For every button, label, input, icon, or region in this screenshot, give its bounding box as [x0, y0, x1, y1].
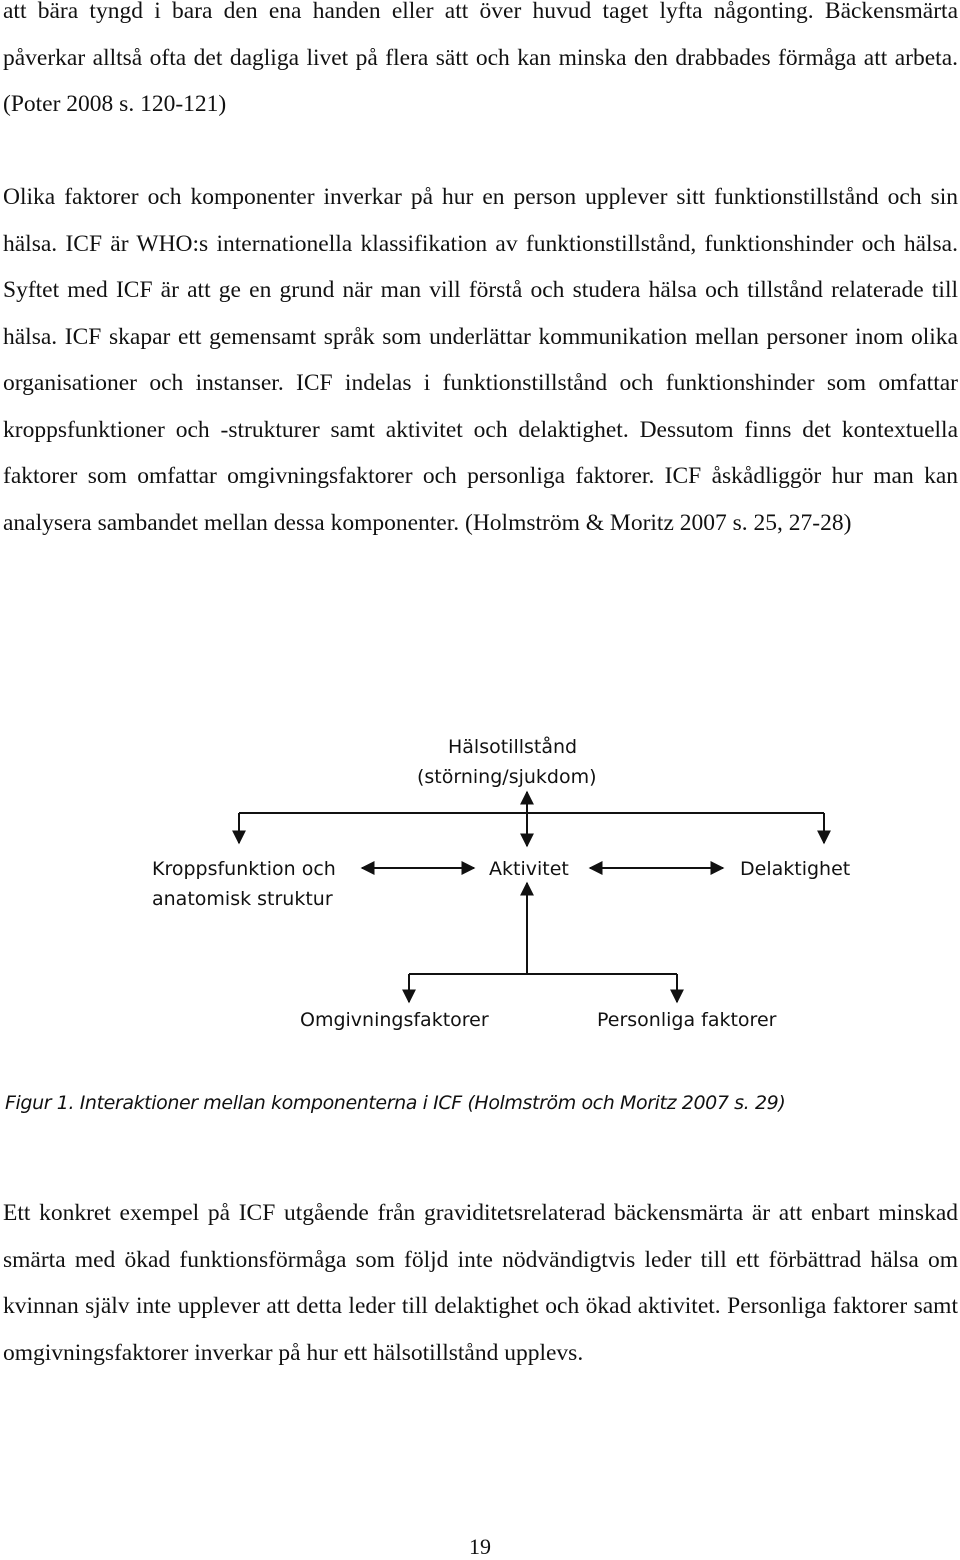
- paragraph-intro: att bära tyngd i bara den ena handen eller att över huvud taget lyfta någonting. Bäckensmärta påverkar alltså ofta det dagliga livet på flera sätt och kan minska den drabbades förmåga att arbeta. (Poter 2008 s. 120-121): [3, 0, 958, 117]
- figure-caption: Figur 1. Interaktioner mellan komponenterna i ICF (Holmström och Moritz 2007 s. 29): [5, 1092, 786, 1114]
- participation-label: Delaktighet: [740, 858, 851, 880]
- health-condition-label: Hälsotillstånd: [448, 736, 578, 758]
- personal-factors-label: Personliga faktorer: [597, 1009, 777, 1031]
- health-condition-sublabel: (störning/sjukdom): [417, 766, 597, 788]
- paragraph-icf-description: Olika faktorer och komponenter inverkar på hur en person upplever sitt funktionstillstånd och sin hälsa. ICF är WHO:s internationella klassifikation av funktionstillstånd, funktionshinder och hälsa. Syftet med ICF är att ge en grund när man vill förstå och studera hälsa och tillstånd relaterade till hälsa. ICF skapar ett gemensamt språk som underlättar kommunikation mellan personer inom olika organisationer och instanser. ICF indelas i funktionstillstånd och funktionshinder som omfattar kroppsfunktioner och -strukturer samt aktivitet och delaktighet. Dessutom finns det kontextuella faktorer som omfattar omgivningsfaktorer och personliga faktorer. ICF åskådliggör hur man kan analysera sambandet mellan dessa komponenter. (Holmström & Moritz 2007 s. 25, 27-28): [3, 184, 958, 536]
- environmental-factors-label: Omgivningsfaktorer: [300, 1009, 489, 1031]
- body-function-label: Kroppsfunktion och: [152, 858, 336, 880]
- paragraph-example: Ett konkret exempel på ICF utgående från graviditetsrelaterad bäckensmärta är att enbart minskad smärta med ökad funktionsförmåga som följd inte nödvändigtvis leder till ett förbättrad hälsa om kvinnan själv inte upplever att detta leder till delaktighet och ökad aktivitet. Personliga faktorer samt omgivningsfaktorer inverkar på hur ett hälsotillstånd upplevs.: [3, 1200, 958, 1366]
- page-number: 19: [469, 1534, 491, 1559]
- activity-label: Aktivitet: [489, 858, 569, 880]
- body-function-sublabel: anatomisk struktur: [152, 888, 333, 910]
